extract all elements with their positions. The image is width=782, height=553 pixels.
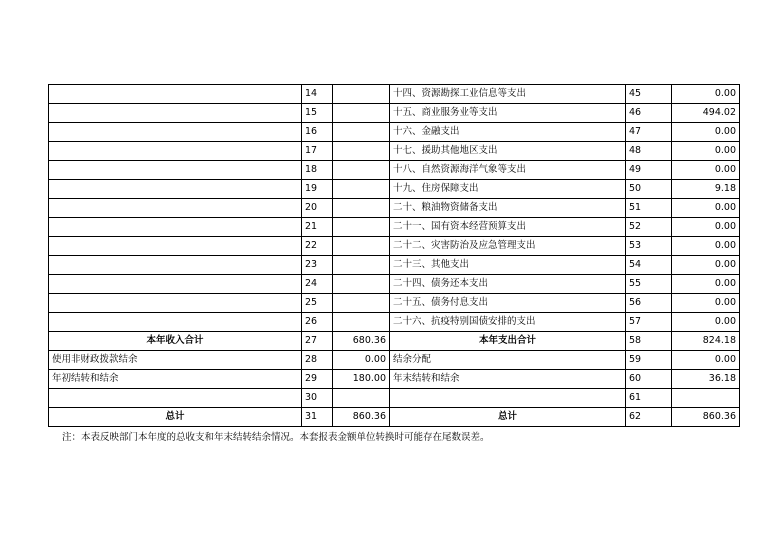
income-line-number: 28: [302, 351, 333, 370]
income-amount: 680.36: [333, 332, 390, 351]
expense-line-number: 58: [626, 332, 672, 351]
income-amount: 180.00: [333, 370, 390, 389]
table-row: [49, 294, 740, 313]
income-line-number: 30: [302, 389, 333, 408]
income-amount: [333, 123, 390, 142]
expense-item-cell: 二十六、抗疫特别国债安排的支出: [390, 313, 626, 332]
income-item-cell: [49, 104, 302, 123]
table-row: [49, 370, 740, 389]
income-item-cell: [49, 123, 302, 142]
expense-item-cell: 十八、自然资源海洋气象等支出: [390, 161, 626, 180]
expense-line-number: 50: [626, 180, 672, 199]
table-row: [49, 104, 740, 123]
expense-line-number: 49: [626, 161, 672, 180]
expense-line-number: 46: [626, 104, 672, 123]
table-row: [49, 275, 740, 294]
expense-amount: 0.00: [672, 275, 740, 294]
table-row: [49, 161, 740, 180]
income-amount: [333, 275, 390, 294]
income-amount: [333, 218, 390, 237]
table-row: [49, 313, 740, 332]
expense-item-cell: 二十一、国有资本经营预算支出: [390, 218, 626, 237]
expense-line-number: 53: [626, 237, 672, 256]
income-item-cell: [49, 294, 302, 313]
income-item-cell: [49, 389, 302, 408]
expense-item-cell: [390, 389, 626, 408]
expense-line-number: 61: [626, 389, 672, 408]
expense-line-number: 47: [626, 123, 672, 142]
budget-summary-table: [48, 84, 740, 427]
income-item-cell: [49, 199, 302, 218]
income-item-cell: 使用非财政拨款结余: [49, 351, 302, 370]
income-item-cell: 年初结转和结余: [49, 370, 302, 389]
expense-amount: 36.18: [672, 370, 740, 389]
income-item-cell: [49, 256, 302, 275]
expense-line-number: 60: [626, 370, 672, 389]
table-row: [49, 332, 740, 351]
income-line-number: 20: [302, 199, 333, 218]
income-line-number: 15: [302, 104, 333, 123]
expense-amount: 860.36: [672, 408, 740, 427]
income-line-number: 22: [302, 237, 333, 256]
expense-amount: 9.18: [672, 180, 740, 199]
income-amount: [333, 199, 390, 218]
income-line-number: 16: [302, 123, 333, 142]
expense-item-cell: 十六、金融支出: [390, 123, 626, 142]
expense-item-cell: 二十五、债务付息支出: [390, 294, 626, 313]
expense-item-cell: 年末结转和结余: [390, 370, 626, 389]
income-line-number: 27: [302, 332, 333, 351]
expense-amount: 0.00: [672, 256, 740, 275]
income-line-number: 24: [302, 275, 333, 294]
table-body: [49, 85, 740, 427]
table-row: [49, 408, 740, 427]
table-footnote: 注：本表反映部门本年度的总收支和年末结转结余情况。本套报表金额单位转换时可能存在尾数误差。: [62, 432, 490, 443]
expense-item-cell: 总计: [390, 408, 626, 427]
expense-amount: 0.00: [672, 142, 740, 161]
table-row: [49, 389, 740, 408]
income-amount: [333, 256, 390, 275]
expense-amount: 0.00: [672, 351, 740, 370]
expense-line-number: 62: [626, 408, 672, 427]
expense-amount: 0.00: [672, 294, 740, 313]
income-amount: [333, 313, 390, 332]
expense-line-number: 54: [626, 256, 672, 275]
expense-line-number: 45: [626, 85, 672, 104]
income-line-number: 26: [302, 313, 333, 332]
income-amount: [333, 180, 390, 199]
expense-amount: 0.00: [672, 123, 740, 142]
expense-item-cell: 二十二、灾害防治及应急管理支出: [390, 237, 626, 256]
income-item-cell: [49, 218, 302, 237]
expense-line-number: 51: [626, 199, 672, 218]
expense-amount: 824.18: [672, 332, 740, 351]
income-amount: [333, 389, 390, 408]
table-row: [49, 180, 740, 199]
income-amount: [333, 85, 390, 104]
income-amount: [333, 104, 390, 123]
income-line-number: 25: [302, 294, 333, 313]
expense-item-cell: 二十、粮油物资储备支出: [390, 199, 626, 218]
table-row: [49, 123, 740, 142]
expense-item-cell: 本年支出合计: [390, 332, 626, 351]
table-row: [49, 199, 740, 218]
expense-line-number: 48: [626, 142, 672, 161]
income-amount: [333, 142, 390, 161]
table-row: [49, 85, 740, 104]
table-row: [49, 142, 740, 161]
income-amount: [333, 237, 390, 256]
income-line-number: 21: [302, 218, 333, 237]
expense-item-cell: 十七、援助其他地区支出: [390, 142, 626, 161]
expense-item-cell: 十五、商业服务业等支出: [390, 104, 626, 123]
expense-amount: 0.00: [672, 85, 740, 104]
expense-amount: 494.02: [672, 104, 740, 123]
income-item-cell: 总计: [49, 408, 302, 427]
income-amount: 860.36: [333, 408, 390, 427]
expense-line-number: 57: [626, 313, 672, 332]
expense-amount: 0.00: [672, 161, 740, 180]
income-line-number: 23: [302, 256, 333, 275]
income-item-cell: 本年收入合计: [49, 332, 302, 351]
income-item-cell: [49, 85, 302, 104]
income-line-number: 19: [302, 180, 333, 199]
expense-item-cell: 二十四、债务还本支出: [390, 275, 626, 294]
expense-item-cell: 二十三、其他支出: [390, 256, 626, 275]
expense-amount: 0.00: [672, 199, 740, 218]
table-row: [49, 256, 740, 275]
expense-amount: 0.00: [672, 313, 740, 332]
income-item-cell: [49, 275, 302, 294]
expense-line-number: 59: [626, 351, 672, 370]
income-line-number: 31: [302, 408, 333, 427]
income-item-cell: [49, 161, 302, 180]
income-line-number: 17: [302, 142, 333, 161]
table-row: [49, 351, 740, 370]
income-item-cell: [49, 142, 302, 161]
income-amount: 0.00: [333, 351, 390, 370]
expense-amount: 0.00: [672, 218, 740, 237]
income-line-number: 29: [302, 370, 333, 389]
expense-line-number: 55: [626, 275, 672, 294]
income-amount: [333, 294, 390, 313]
expense-item-cell: 十四、资源勘探工业信息等支出: [390, 85, 626, 104]
expense-amount: [672, 389, 740, 408]
income-line-number: 14: [302, 85, 333, 104]
income-item-cell: [49, 313, 302, 332]
table-row: [49, 237, 740, 256]
income-item-cell: [49, 237, 302, 256]
expense-amount: 0.00: [672, 237, 740, 256]
expense-item-cell: 十九、住房保障支出: [390, 180, 626, 199]
income-line-number: 18: [302, 161, 333, 180]
table-row: [49, 218, 740, 237]
expense-item-cell: 结余分配: [390, 351, 626, 370]
income-item-cell: [49, 180, 302, 199]
income-amount: [333, 161, 390, 180]
expense-line-number: 56: [626, 294, 672, 313]
expense-line-number: 52: [626, 218, 672, 237]
